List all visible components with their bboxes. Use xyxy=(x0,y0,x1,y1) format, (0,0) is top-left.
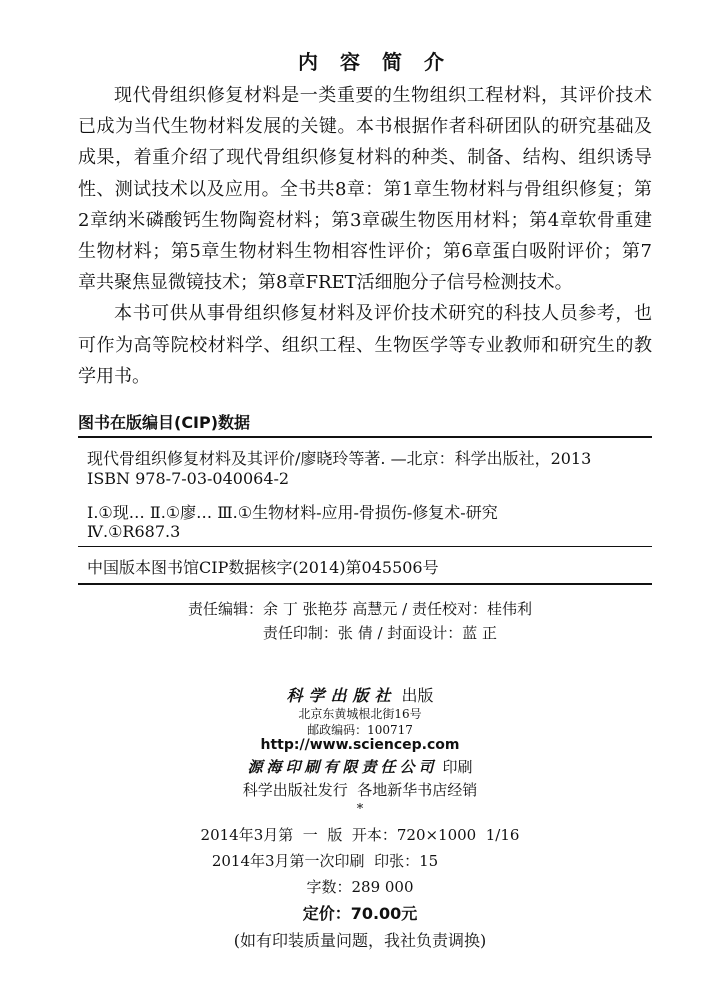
word-count: 字数：289 000 xyxy=(306,878,414,896)
publisher-postcode: 邮政编码：100717 xyxy=(307,723,413,737)
price: 定价：70.00元 xyxy=(302,904,418,923)
credits-line: 责任印制：张 倩 / 封面设计：蓝 正 xyxy=(262,624,498,642)
publisher-suffix: 出版 xyxy=(401,686,434,705)
summary-paragraph: 现代骨组织修复材料是一类重要的生物组织工程材料，其评价技术已成为当代生物材料发展的关键。本书根据作者科研团队的研究基础及成果，着重介绍了现代骨组织修复材料的种类、制备、结构、组织诱导性、测试技术以及应用。全书共8章：第1章生物材料与骨组织修复；第2章纳米磷酸钙生物陶瓷材料；第3章碳生物医用材料；第4章软骨重建生物材料；第5章生物材料生物相容性评价；第6章蛋白吸附评价；第7章共聚焦显微镜技术；第8章FRET活细胞分子信号检测技术。 xyxy=(78,85,652,294)
quality-note: (如有印装质量问题，我社负责调换) xyxy=(233,931,487,950)
credits-line: 责任编辑：余 丁 张艳芬 高慧元 / 责任校对：桂伟利 xyxy=(188,600,532,618)
publisher-url: http://www.sciencep.com xyxy=(260,737,460,753)
printer-name: 源海印刷有限责任公司 xyxy=(247,758,438,776)
summary-body xyxy=(78,80,652,392)
divider xyxy=(78,436,652,438)
divider xyxy=(78,546,652,547)
cip-line: 现代骨组织修复材料及其评价/廖晓玲等著. —北京：科学出版社，2013 xyxy=(87,449,592,468)
printer-line xyxy=(0,756,720,777)
asterisk-separator: * xyxy=(356,802,364,817)
printing-line: 2014年3月第一次印刷 印张：15 xyxy=(211,852,439,870)
edition-line: 2014年3月第 一 版 开本：720×1000 1/16 xyxy=(200,826,520,844)
divider xyxy=(78,583,652,585)
publisher-address: 北京东黄城根北街16号 xyxy=(298,707,422,721)
summary-title: 内容简介 xyxy=(298,50,466,74)
cip-isbn: ISBN 978-7-03-040064-2 xyxy=(87,469,290,488)
publisher-name: 科学出版社 xyxy=(286,686,397,705)
printer-suffix: 印刷 xyxy=(442,758,473,776)
distribution-line: 科学出版社发行 各地新华书店经销 xyxy=(242,781,478,799)
publisher-line xyxy=(0,683,720,706)
cip-record-number: 中国版本图书馆CIP数据核字(2014)第045506号 xyxy=(87,558,439,577)
cip-line: Ⅰ.①现… Ⅱ.①廖… Ⅲ.①生物材料-应用-骨损伤-修复术-研究 xyxy=(87,503,498,522)
cip-line: Ⅳ.①R687.3 xyxy=(87,522,181,541)
summary-paragraph: 本书可供从事骨组织修复材料及评价技术研究的科技人员参考，也可作为高等院校材料学、组织工程、生物医学等专业教师和研究生的教学用书。 xyxy=(78,303,652,387)
cip-heading: 图书在版编目(CIP)数据 xyxy=(78,413,251,432)
